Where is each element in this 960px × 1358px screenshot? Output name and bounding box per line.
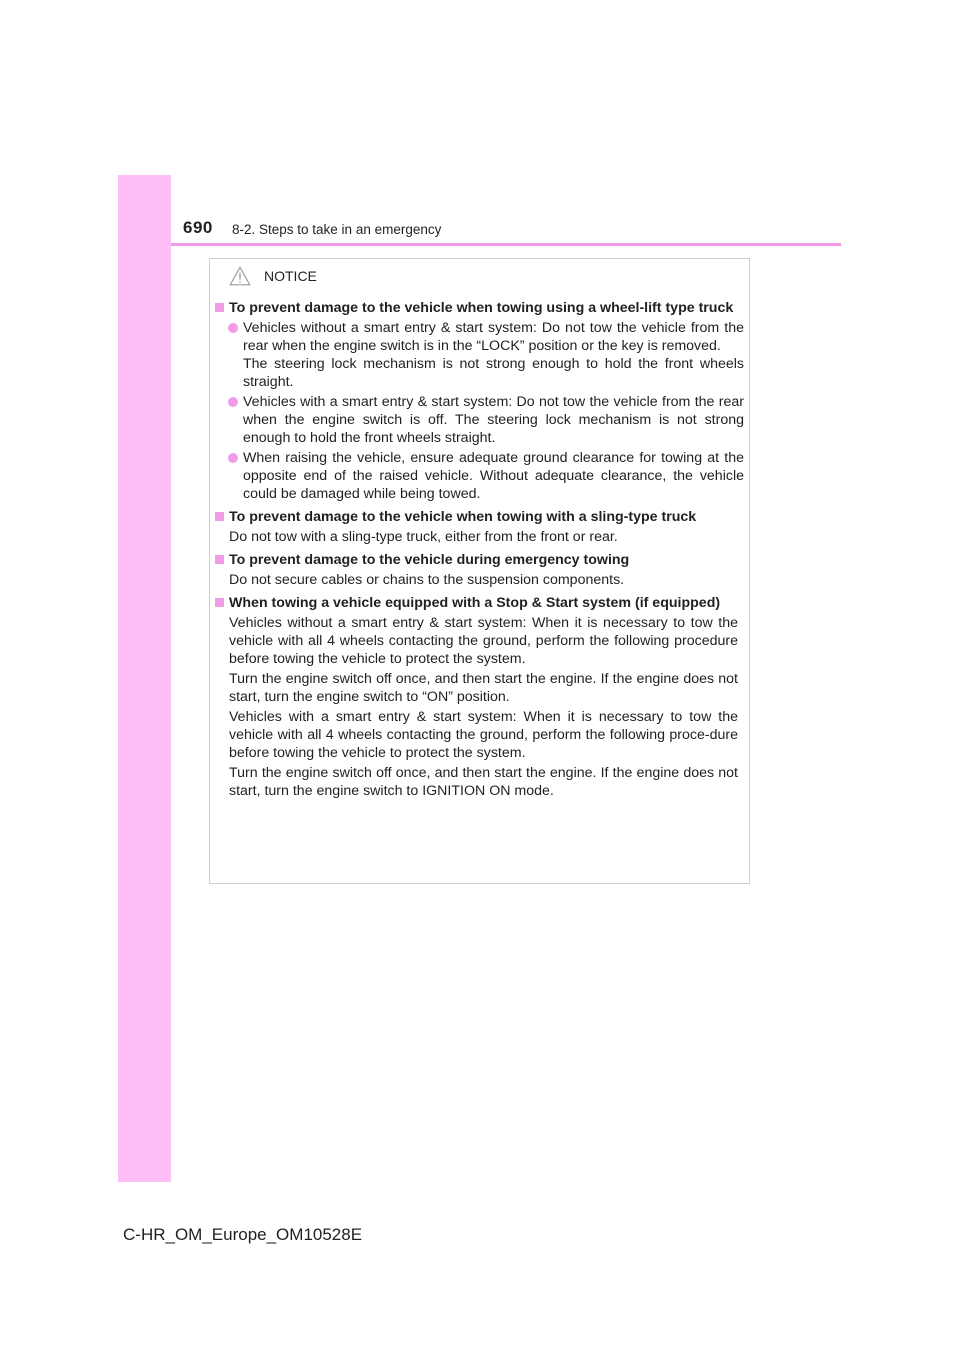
section-heading-stop-start: When towing a vehicle equipped with a Stop & Start system (if equipped) <box>215 594 744 612</box>
section-title: 8-2. Steps to take in an emergency <box>232 222 442 237</box>
side-color-band <box>118 175 171 1182</box>
paragraph: Turn the engine switch off once, and then start the engine. If the engine does not start, turn the engine switch to “ON” position. <box>229 671 738 705</box>
notice-body <box>215 299 744 800</box>
bullet-item: Vehicles without a smart entry & start system: Do not tow the vehicle from the rear when the engine switch is in the “LOCK” position or the key is removed. The steering lock mechanism is not strong enough to hold the front wheels straight. <box>215 319 744 391</box>
section-heading-sling-type: To prevent damage to the vehicle when towing with a sling-type truck <box>215 508 744 526</box>
square-bullet-icon <box>215 598 224 607</box>
paragraph: Vehicles with a smart entry & start system: When it is necessary to tow the vehicle with all 4 wheels contacting the ground, perform the following proce-dure before towing the vehicle to protect the system. <box>229 709 738 761</box>
square-bullet-icon <box>215 512 224 521</box>
document-code: C-HR_OM_Europe_OM10528E <box>123 1225 363 1244</box>
notice-header <box>229 265 317 287</box>
square-bullet-icon <box>215 555 224 564</box>
section-heading-wheel-lift: To prevent damage to the vehicle when towing using a wheel-lift type truck <box>215 299 744 317</box>
section-heading-emergency-towing: To prevent damage to the vehicle during emergency towing <box>215 551 744 569</box>
paragraph: Do not secure cables or chains to the suspension components. <box>229 572 625 588</box>
notice-label: NOTICE <box>264 268 317 284</box>
circle-bullet-icon <box>228 453 238 463</box>
paragraph: Do not tow with a sling-type truck, either from the front or rear. <box>229 529 618 545</box>
bullet-item: When raising the vehicle, ensure adequate ground clearance for towing at the opposite end of the raised vehicle. Without adequate clearance, the vehicle could be damaged while being towed. <box>215 449 744 503</box>
circle-bullet-icon <box>228 323 238 333</box>
page-number: 690 <box>183 218 213 237</box>
paragraph: Turn the engine switch off once, and then start the engine. If the engine does not start, turn the engine switch to IGNITION ON mode. <box>229 765 738 799</box>
circle-bullet-icon <box>228 397 238 407</box>
notice-box <box>209 258 750 884</box>
bullet-item: Vehicles with a smart entry & start system: Do not tow the vehicle from the rear when the engine switch is off. The steering lock mechanism is not strong enough to hold the front wheels straight. <box>215 393 744 447</box>
header-divider <box>171 243 841 246</box>
square-bullet-icon <box>215 303 224 312</box>
paragraph: Vehicles without a smart entry & start system: When it is necessary to tow the vehicle with all 4 wheels contacting the ground, perform the following procedure before towing the vehicle to protect the system. <box>229 615 738 667</box>
warning-triangle-icon <box>229 266 251 286</box>
